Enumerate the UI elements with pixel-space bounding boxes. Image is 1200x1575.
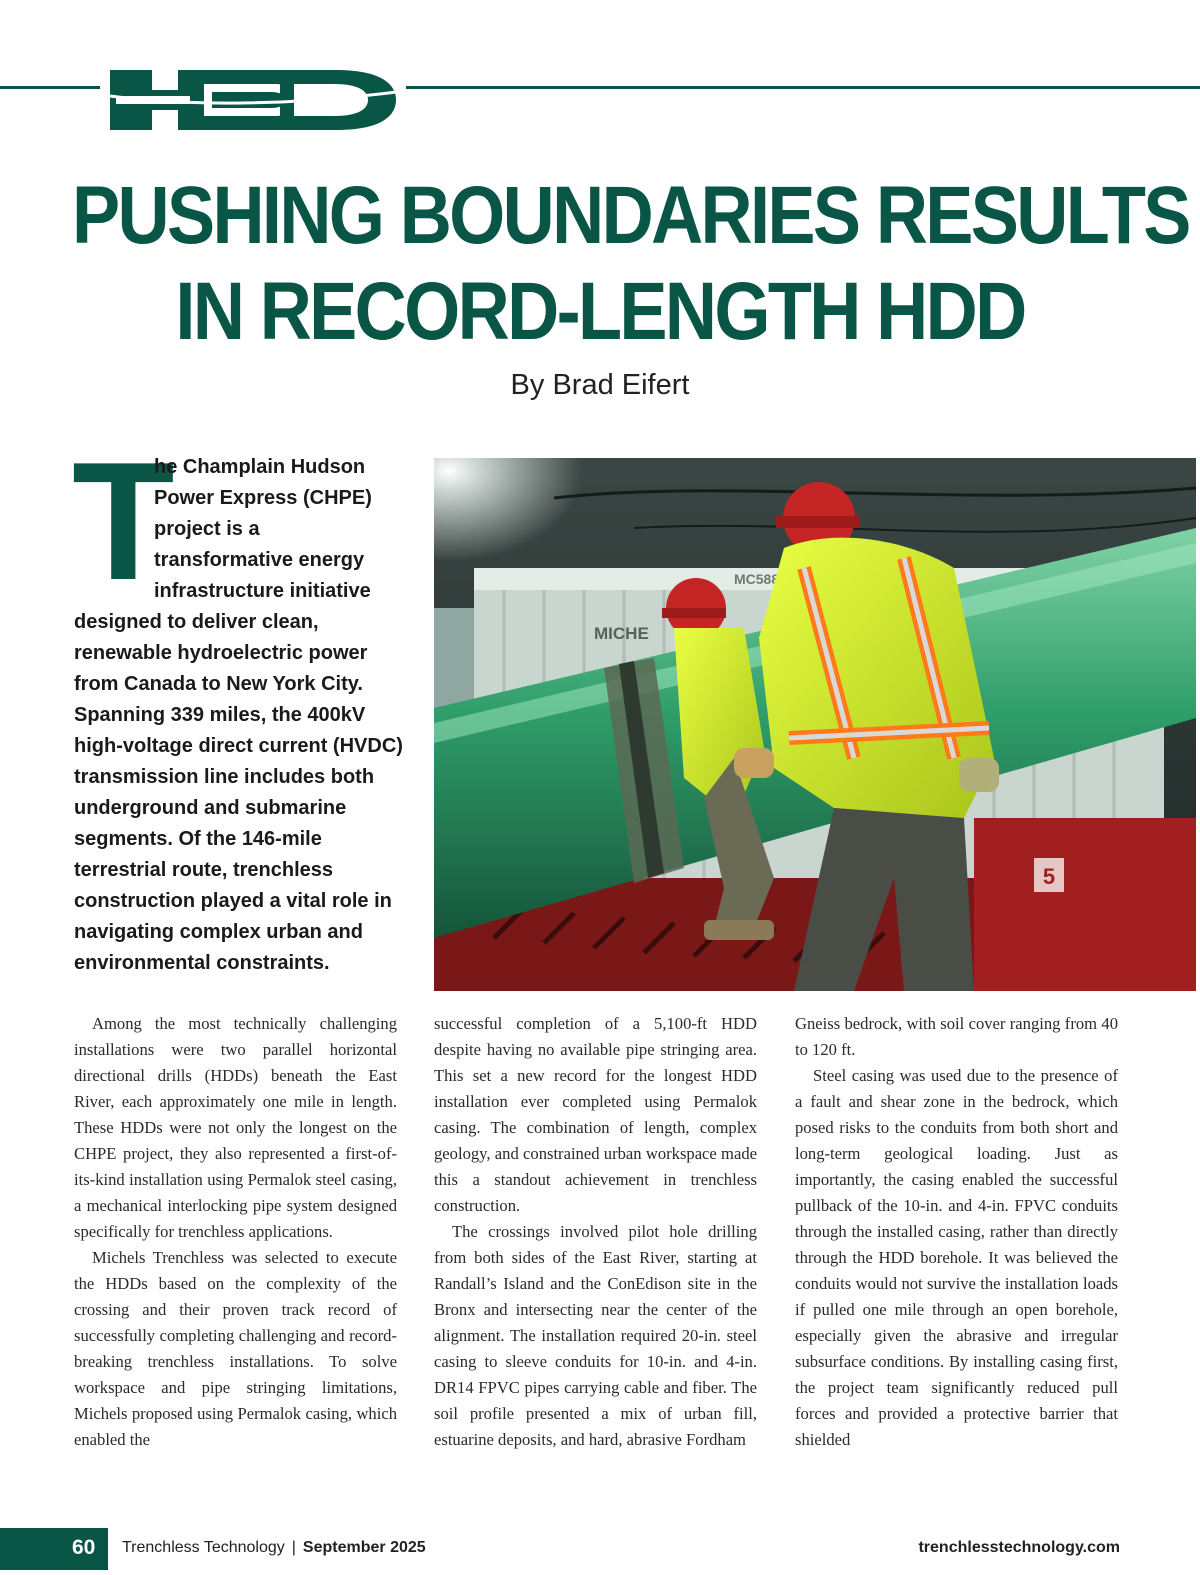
title-line-2: IN RECORD-LENGTH HDD (175, 266, 1025, 357)
website-url[interactable]: trenchlesstechnology.com (918, 1539, 1120, 1556)
issue-date: September 2025 (302, 1539, 426, 1556)
magazine-name: Trenchless Technology (122, 1539, 285, 1556)
footer-separator: | (291, 1539, 296, 1556)
byline: By Brad Eifert (510, 369, 690, 401)
title-line-1: PUSHING BOUNDARIES RESULTS (72, 170, 1189, 261)
drop-cap: T (72, 427, 175, 615)
bin-number: 5 (1042, 864, 1056, 889)
body-column-3 (795, 1011, 1118, 1453)
col3-paragraph-2: Steel casing was used due to the presence of a fault and shear zone in the bedrock, which posed risks to the conduits from both short and long-term geological loading. Just as importantly, the casing enabled the successful pullback of the 10-in. and 4-in. FPVC conduits through the installed casing, rather than directly through the HDD borehole. It was believed the conduits would not survive the installation loads if pulled one mile through an open borehole, especially given the abrasive and irregular subsurface conditions. By installing casing first, the project team significantly reduced pull forces and provided a protective barrier that shielded (795, 1066, 1118, 1449)
workers-pipe-photo (434, 458, 1196, 991)
col2-paragraph-1: successful completion of a 5,100-ft HDD despite having no available pipe stringing area. This set a new record for the longest HDD installation ever completed using Permalok casing. The combination of length, complex geology, and constrained urban workspace made this a standout achievement in trenchless construction. (434, 1014, 757, 1215)
col1-paragraph-1: Among the most technically challenging installations were two parallel horizontal directional drills (HDDs) beneath the East River, each approximately one mile in length. These HDDs were not only the longest on the CHPE project, they also represented a first-of-its-kind installation using Permalok steel casing, a mechanical interlocking pipe system designed specifically for trenchless applications. (74, 1014, 397, 1241)
intro-text: he Champlain Hudson Power Express (CHPE) project is a transformative energy infrastructure initiative designed to deliver clean, renewable hydroelectric power from Canada to New York City. Spanning 339 miles, the 400kV high-voltage direct current (HVDC) transmission line includes both underground and submarine segments. Of the 146-mile terrestrial route, trenchless construction played a vital role in navigating complex urban and environmental constraints. (74, 456, 403, 974)
article-title (72, 168, 1189, 360)
footer-publication (122, 1539, 426, 1557)
col1-paragraph-2: Michels Trenchless was selected to execute the HDDs based on the complexity of the crossing and their proven track record of successfully completing challenging and record-breaking trenchless installations. To solve workspace and pipe stringing limitations, Michels proposed using Permalok casing, which enabled the (74, 1248, 397, 1449)
hdd-logo (100, 66, 406, 134)
hdd-logo-mark (108, 66, 398, 134)
body-column-2 (434, 1011, 757, 1453)
col2-paragraph-2: The crossings involved pilot hole drilling from both sides of the East River, starting at Randall’s Island and the ConEdison site in the Bronx and intersecting near the center of the alignment. The installation required 20-in. steel casing to sleeve conduits for 10-in. and 4-in. DR14 FPVC pipes carrying cable and fiber. The soil profile presented a mix of urban fill, estuarine deposits, and hard, abrasive Fordham (434, 1222, 757, 1449)
intro-paragraph (72, 427, 404, 979)
col3-paragraph-1: Gneiss bedrock, with soil cover ranging from 40 to 120 ft. (795, 1014, 1118, 1059)
page-number: 60 (72, 1536, 96, 1559)
article-photo (434, 458, 1196, 991)
body-column-1 (74, 1011, 397, 1453)
